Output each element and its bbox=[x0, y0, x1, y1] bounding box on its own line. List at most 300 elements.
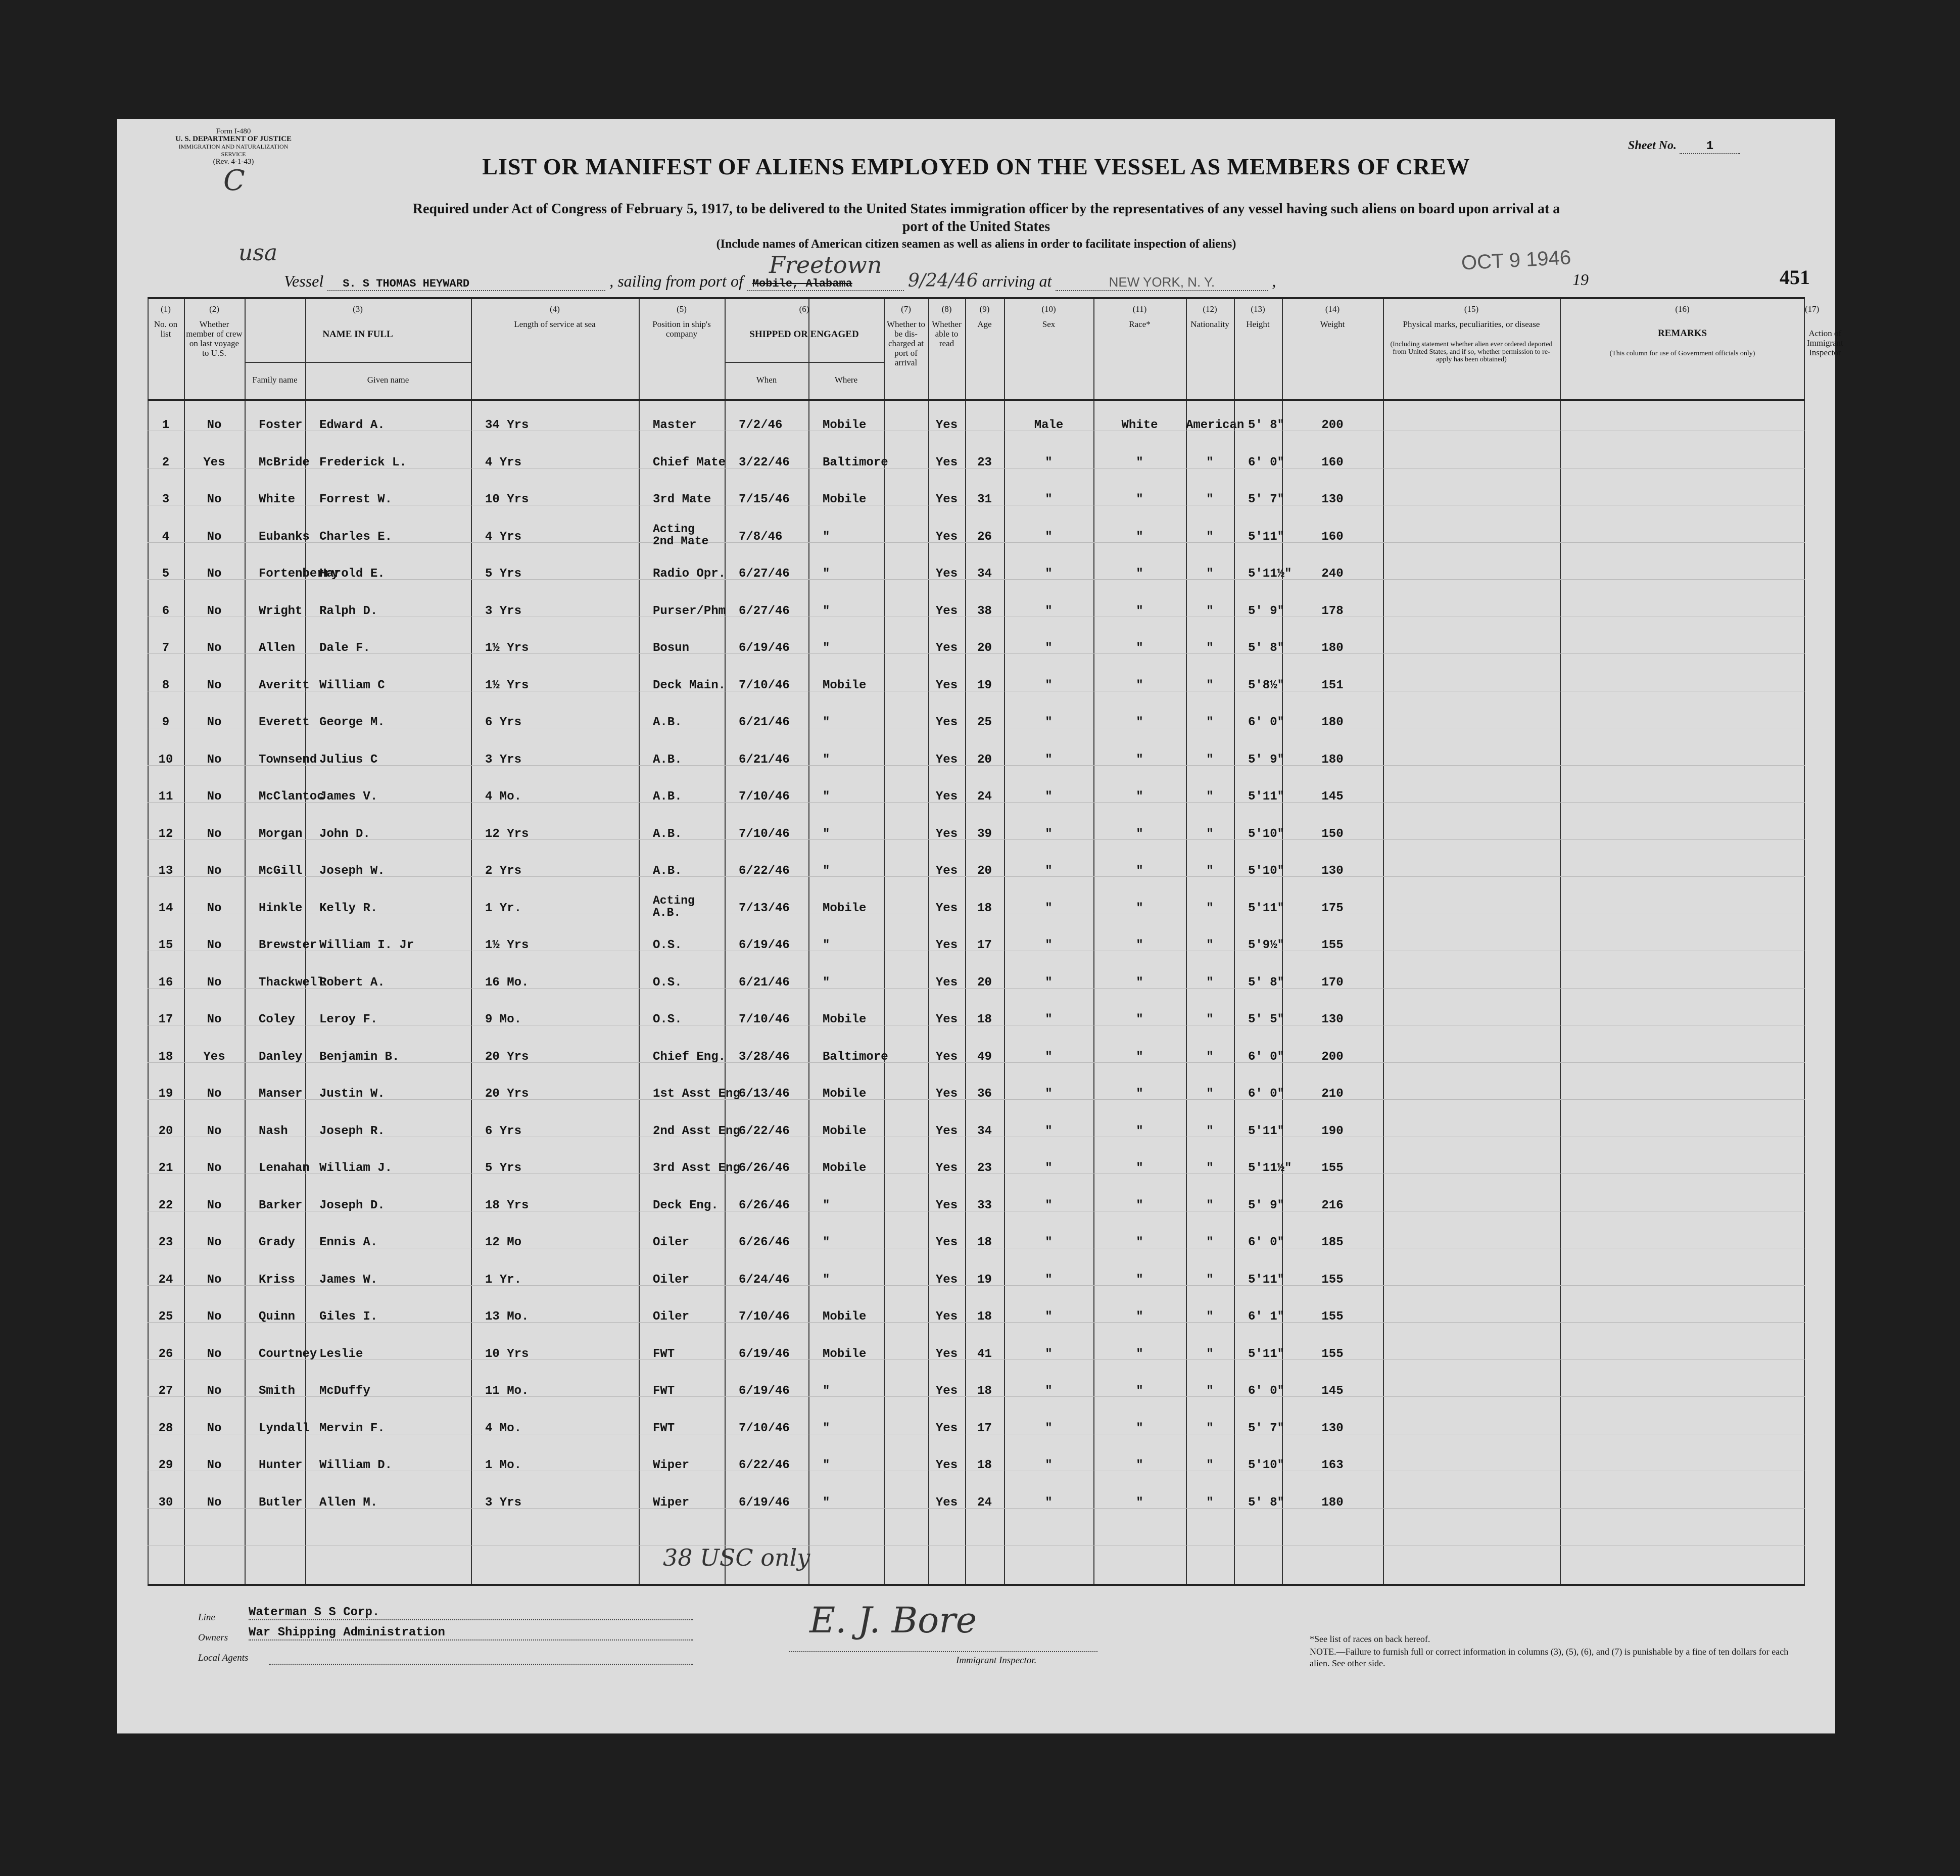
column-subheader: Family name bbox=[252, 375, 298, 385]
cell-family: Smith bbox=[259, 1384, 296, 1398]
owners-label: Owners bbox=[198, 1632, 228, 1643]
table-row bbox=[148, 1229, 1805, 1266]
cell-sex: " bbox=[1045, 1087, 1053, 1101]
cell-where: Mobile bbox=[823, 418, 867, 432]
cell-where: " bbox=[823, 1236, 830, 1249]
cell-age: 18 bbox=[977, 1459, 992, 1472]
cell-nat: " bbox=[1206, 1161, 1214, 1175]
cell-where: " bbox=[823, 1198, 830, 1212]
cell-nat: " bbox=[1206, 1050, 1214, 1064]
table-row bbox=[148, 1266, 1805, 1303]
cell-age: 23 bbox=[977, 1161, 992, 1175]
agents-label: Local Agents bbox=[198, 1653, 249, 1663]
table-row bbox=[148, 746, 1805, 783]
cell-age: 34 bbox=[977, 567, 992, 581]
table-row bbox=[148, 486, 1805, 523]
cell-weight: 130 bbox=[1321, 1013, 1344, 1026]
cell-weight: 180 bbox=[1321, 753, 1344, 767]
cell-position: 3rd Mate bbox=[653, 493, 711, 506]
races-note: *See list of races on back hereof. bbox=[1310, 1634, 1430, 1644]
cell-position: A.B. bbox=[653, 864, 682, 878]
cell-race: " bbox=[1136, 1050, 1143, 1064]
cell-when: 6/26/46 bbox=[739, 1198, 790, 1212]
cell-height: 5' 5" bbox=[1248, 1013, 1285, 1026]
cell-given: Leroy F. bbox=[319, 1013, 378, 1026]
arrival-date-stamp: OCT 9 1946 bbox=[1460, 246, 1572, 274]
cell-when: 6/22/46 bbox=[739, 1124, 790, 1138]
cell-height: 5' 7" bbox=[1248, 1421, 1285, 1435]
cell-race: " bbox=[1136, 939, 1143, 952]
cell-height: 6' 0" bbox=[1248, 1384, 1285, 1398]
cell-race: " bbox=[1136, 716, 1143, 729]
column-number: (8) bbox=[941, 304, 952, 314]
cell-nat: " bbox=[1206, 1273, 1214, 1287]
name-subheader-line bbox=[245, 362, 471, 363]
cell-nat: " bbox=[1206, 975, 1214, 990]
cell-age: 18 bbox=[977, 1236, 992, 1249]
cell-family: Quinn bbox=[259, 1310, 296, 1324]
subtitle-line-3: (Include names of American citizen seamen as well as aliens in order to facilitate inspection of aliens) bbox=[716, 238, 1236, 251]
column-header: Whether member of crew on last voyage to U.S. bbox=[186, 319, 243, 358]
cell-where: " bbox=[823, 716, 830, 729]
cell-position: O.S. bbox=[653, 975, 682, 990]
department: U. S. DEPARTMENT OF JUSTICE bbox=[175, 135, 292, 143]
cell-family: Wright bbox=[259, 604, 303, 618]
cell-position: 3rd Asst Eng bbox=[653, 1161, 740, 1175]
cell-prev: No bbox=[207, 1384, 222, 1398]
cell-where: Mobile bbox=[823, 1347, 867, 1361]
cell-weight: 160 bbox=[1321, 530, 1344, 544]
manifest-sheet bbox=[117, 119, 1843, 1733]
cell-weight: 145 bbox=[1321, 790, 1344, 804]
cell-height: 6' 1" bbox=[1248, 1310, 1285, 1324]
cell-race: " bbox=[1136, 901, 1143, 915]
cell-read: Yes bbox=[935, 1013, 958, 1026]
cell-family: Everett bbox=[259, 716, 310, 729]
cell-service: 1 Yr. bbox=[485, 901, 522, 915]
cell-read: Yes bbox=[935, 1459, 958, 1472]
column-header: Weight bbox=[1320, 319, 1345, 329]
cell-where: " bbox=[823, 864, 830, 878]
cell-age: 19 bbox=[977, 678, 992, 692]
cell-read: Yes bbox=[935, 753, 958, 767]
table-row bbox=[148, 1043, 1805, 1081]
column-number: (5) bbox=[677, 304, 687, 314]
cell-position: Chief Mate bbox=[653, 455, 726, 470]
cell-when: 6/21/46 bbox=[739, 716, 790, 729]
cell-given: John D. bbox=[319, 827, 370, 841]
cell-position: Deck Main. bbox=[653, 678, 726, 692]
cell-no: 9 bbox=[162, 716, 170, 729]
cell-age: 33 bbox=[977, 1198, 992, 1212]
page-number: 451 bbox=[1780, 266, 1810, 289]
owners-value: War Shipping Administration bbox=[249, 1626, 693, 1640]
cell-family: McGill bbox=[259, 864, 303, 878]
cell-weight: 180 bbox=[1321, 641, 1344, 655]
cell-when: 6/24/46 bbox=[739, 1273, 790, 1287]
column-number: (12) bbox=[1203, 304, 1217, 314]
cell-no: 6 bbox=[162, 604, 170, 618]
cell-no: 1 bbox=[162, 418, 170, 432]
table-row bbox=[148, 1340, 1805, 1378]
column-number: (13) bbox=[1251, 304, 1265, 314]
cell-service: 11 Mo. bbox=[485, 1384, 529, 1398]
cell-when: 6/27/46 bbox=[739, 604, 790, 618]
cell-no: 28 bbox=[158, 1421, 173, 1435]
cell-no: 19 bbox=[158, 1087, 173, 1101]
cell-weight: 155 bbox=[1321, 939, 1344, 952]
cell-family: Coley bbox=[259, 1013, 296, 1026]
cell-nat: " bbox=[1206, 1013, 1214, 1026]
cell-when: 6/19/46 bbox=[739, 641, 790, 655]
cell-position: A.B. bbox=[653, 827, 682, 841]
cell-where: " bbox=[823, 1273, 830, 1287]
cell-sex: " bbox=[1045, 1495, 1053, 1510]
cell-service: 9 Mo. bbox=[485, 1013, 522, 1026]
cell-weight: 145 bbox=[1321, 1384, 1344, 1398]
cell-prev: No bbox=[207, 790, 222, 804]
cell-given: Julius C bbox=[319, 753, 378, 767]
cell-weight: 130 bbox=[1321, 1421, 1344, 1435]
cell-prev: No bbox=[207, 530, 222, 544]
cell-height: 6' 0" bbox=[1248, 1236, 1285, 1249]
cell-family: Thackwell bbox=[259, 975, 324, 990]
cell-nat: " bbox=[1206, 1421, 1214, 1435]
cell-height: 5'11" bbox=[1248, 790, 1285, 804]
cell-where: " bbox=[823, 530, 830, 544]
cell-race: " bbox=[1136, 1013, 1143, 1026]
cell-sex: " bbox=[1045, 901, 1053, 915]
cell-family: Hinkle bbox=[259, 901, 303, 915]
cell-read: Yes bbox=[935, 1087, 958, 1101]
sheet-number-block bbox=[1628, 139, 1740, 154]
cell-race: " bbox=[1136, 641, 1143, 655]
cell-nat: " bbox=[1206, 1087, 1214, 1101]
cell-age: 18 bbox=[977, 1310, 992, 1324]
cell-when: 7/2/46 bbox=[739, 418, 783, 432]
cell-family: White bbox=[259, 493, 296, 506]
cell-service: 1½ Yrs bbox=[485, 641, 529, 655]
cell-no: 26 bbox=[158, 1347, 173, 1361]
column-number: (17) bbox=[1805, 304, 1820, 314]
cell-service: 1½ Yrs bbox=[485, 939, 529, 952]
column-number: (16) bbox=[1675, 304, 1690, 314]
form-number: Form I-480 bbox=[216, 127, 251, 135]
cell-weight: 170 bbox=[1321, 975, 1344, 990]
cell-service: 20 Yrs bbox=[485, 1050, 529, 1064]
cell-no: 24 bbox=[158, 1273, 173, 1287]
cell-given: Harold E. bbox=[319, 567, 385, 581]
cell-nat: " bbox=[1206, 753, 1214, 767]
cell-no: 25 bbox=[158, 1310, 173, 1324]
cell-prev: No bbox=[207, 1273, 222, 1287]
cell-no: 12 bbox=[158, 827, 173, 841]
cell-service: 1½ Yrs bbox=[485, 678, 529, 692]
cell-height: 5'11" bbox=[1248, 901, 1285, 915]
cell-height: 5' 8" bbox=[1248, 975, 1285, 990]
cell-race: " bbox=[1136, 678, 1143, 692]
cell-family: Morgan bbox=[259, 827, 303, 841]
cell-service: 3 Yrs bbox=[485, 604, 522, 618]
cell-age: 24 bbox=[977, 1495, 992, 1510]
cell-given: Robert A. bbox=[319, 975, 385, 990]
cell-read: Yes bbox=[935, 1161, 958, 1175]
cell-given: Allen M. bbox=[319, 1495, 378, 1510]
cell-service: 4 Mo. bbox=[485, 1421, 522, 1435]
cell-prev: No bbox=[207, 716, 222, 729]
cell-given: Joseph R. bbox=[319, 1124, 385, 1138]
cell-no: 30 bbox=[158, 1495, 173, 1510]
cell-given: Benjamin B. bbox=[319, 1050, 400, 1064]
cell-prev: No bbox=[207, 1459, 222, 1472]
cell-when: 7/8/46 bbox=[739, 530, 783, 544]
cell-race: " bbox=[1136, 1310, 1143, 1324]
cell-position: Wiper bbox=[653, 1495, 690, 1510]
cell-when: 6/19/46 bbox=[739, 1495, 790, 1510]
column-number: (7) bbox=[901, 304, 911, 314]
cell-position: A.B. bbox=[653, 753, 682, 767]
cell-height: 6' 0" bbox=[1248, 716, 1285, 729]
cell-family: Brewster bbox=[259, 939, 317, 952]
cell-where: " bbox=[823, 939, 830, 952]
cell-read: Yes bbox=[935, 1198, 958, 1212]
cell-prev: No bbox=[207, 604, 222, 618]
cell-height: 5' 8" bbox=[1248, 418, 1285, 432]
table-row bbox=[148, 1154, 1805, 1192]
cell-given: Kelly R. bbox=[319, 901, 378, 915]
cell-weight: 240 bbox=[1321, 567, 1344, 581]
cell-service: 12 Yrs bbox=[485, 827, 529, 841]
cell-sex: " bbox=[1045, 1198, 1053, 1212]
handwritten-count-note: 38 USC only bbox=[663, 1544, 810, 1571]
cell-given: Charles E. bbox=[319, 530, 393, 544]
cell-family: Hunter bbox=[259, 1459, 303, 1472]
cell-when: 6/21/46 bbox=[739, 753, 790, 767]
cell-where: " bbox=[823, 790, 830, 804]
cell-race: " bbox=[1136, 1087, 1143, 1101]
cell-read: Yes bbox=[935, 1236, 958, 1249]
inspector-label: Immigrant Inspector. bbox=[956, 1655, 1037, 1666]
cell-height: 5' 9" bbox=[1248, 604, 1285, 618]
cell-given: McDuffy bbox=[319, 1384, 370, 1398]
cell-prev: No bbox=[207, 975, 222, 990]
service-name: IMMIGRATION AND NATURALIZATION SERVICE bbox=[178, 143, 289, 158]
table-row bbox=[148, 931, 1805, 969]
cell-height: 5' 9" bbox=[1248, 753, 1285, 767]
cell-position: FWT bbox=[653, 1384, 675, 1398]
table-row bbox=[148, 783, 1805, 820]
cell-prev: No bbox=[207, 1124, 222, 1138]
cell-where: " bbox=[823, 1495, 830, 1510]
sailing-label: , sailing from port of bbox=[609, 272, 743, 290]
column-number: (1) bbox=[161, 304, 171, 314]
column-number: (2) bbox=[209, 304, 219, 314]
cell-nat: " bbox=[1206, 1236, 1214, 1249]
cell-race: " bbox=[1136, 604, 1143, 618]
cell-no: 4 bbox=[162, 530, 170, 544]
cell-family: Allen bbox=[259, 641, 296, 655]
cell-weight: 155 bbox=[1321, 1310, 1344, 1324]
cell-read: Yes bbox=[935, 567, 958, 581]
sailing-port-handwritten: Freetown bbox=[769, 251, 882, 278]
cell-sex: " bbox=[1045, 1161, 1053, 1175]
cell-family: Nash bbox=[259, 1124, 288, 1138]
cell-race: " bbox=[1136, 753, 1143, 767]
cell-where: " bbox=[823, 1384, 830, 1398]
cell-weight: 130 bbox=[1321, 493, 1344, 506]
cell-service: 5 Yrs bbox=[485, 1161, 522, 1175]
cell-nat: " bbox=[1206, 1310, 1214, 1324]
cell-sex: " bbox=[1045, 604, 1053, 618]
cell-weight: 155 bbox=[1321, 1161, 1344, 1175]
cell-service: 18 Yrs bbox=[485, 1198, 529, 1212]
sheet-number: 1 bbox=[1680, 139, 1740, 154]
form-revision: (Rev. 4-1-43) bbox=[213, 158, 254, 166]
column-header: REMARKS bbox=[1657, 328, 1707, 339]
subtitle-line-1: Required under Act of Congress of February 5, 1917, to be delivered to the United States immigration officer by the representatives of any vessel having such aliens on board upon arrival at a bbox=[412, 201, 1560, 217]
cell-position: O.S. bbox=[653, 1013, 682, 1026]
cell-race: " bbox=[1136, 1273, 1143, 1287]
cell-no: 29 bbox=[158, 1459, 173, 1472]
column-subheader: When bbox=[756, 375, 777, 385]
column-header: Height bbox=[1246, 319, 1270, 329]
cell-read: Yes bbox=[935, 1495, 958, 1510]
cell-sex: " bbox=[1045, 1273, 1053, 1287]
cell-prev: No bbox=[207, 1087, 222, 1101]
cell-height: 5' 8" bbox=[1248, 1495, 1285, 1510]
cell-age: 41 bbox=[977, 1347, 992, 1361]
cell-sex: " bbox=[1045, 1459, 1053, 1472]
arriving-port: NEW YORK, N. Y. bbox=[1056, 274, 1268, 291]
cell-where: Baltimore bbox=[823, 455, 888, 470]
cell-prev: No bbox=[207, 827, 222, 841]
cell-service: 2 Yrs bbox=[485, 864, 522, 878]
cell-nat: " bbox=[1206, 901, 1214, 915]
column-header: NAME IN FULL bbox=[322, 329, 393, 340]
cell-when: 6/13/46 bbox=[739, 1087, 790, 1101]
column-header: Sex bbox=[1042, 319, 1056, 329]
cell-where: Mobile bbox=[823, 1161, 867, 1175]
column-header: Age bbox=[977, 319, 992, 329]
column-subheader: Where bbox=[834, 375, 858, 385]
cell-weight: 150 bbox=[1321, 827, 1344, 841]
cell-weight: 185 bbox=[1321, 1236, 1344, 1249]
cell-weight: 200 bbox=[1321, 418, 1344, 432]
cell-where: " bbox=[823, 641, 830, 655]
cell-family: Lyndall bbox=[259, 1421, 310, 1435]
cell-read: Yes bbox=[935, 716, 958, 729]
cell-height: 5'8½" bbox=[1248, 678, 1285, 692]
cell-family: Foster bbox=[259, 418, 303, 432]
cell-when: 3/28/46 bbox=[739, 1050, 790, 1064]
cell-prev: No bbox=[207, 678, 222, 692]
cell-age: 24 bbox=[977, 790, 992, 804]
cell-read: Yes bbox=[935, 604, 958, 618]
year-label: 19 bbox=[1572, 270, 1589, 289]
table-row bbox=[148, 1451, 1805, 1489]
cell-nat: " bbox=[1206, 641, 1214, 655]
column-number: (4) bbox=[550, 304, 560, 314]
cell-prev: No bbox=[207, 493, 222, 506]
cell-age: 17 bbox=[977, 1421, 992, 1435]
cell-position: Master bbox=[653, 418, 697, 432]
table-row bbox=[148, 857, 1805, 895]
remarks-note: (Including statement whether alien ever ordered deported from United States, and if so, whether permission to re-apply has been obtained) bbox=[1390, 341, 1553, 363]
cell-age: 26 bbox=[977, 530, 992, 544]
cell-position: FWT bbox=[653, 1421, 675, 1435]
table-row bbox=[148, 969, 1805, 1006]
cell-weight: 130 bbox=[1321, 864, 1344, 878]
cell-height: 5' 7" bbox=[1248, 493, 1285, 506]
cell-sex: " bbox=[1045, 939, 1053, 952]
cell-race: " bbox=[1136, 1421, 1143, 1435]
cell-where: Mobile bbox=[823, 1310, 867, 1324]
cell-when: 6/21/46 bbox=[739, 975, 790, 990]
cell-service: 20 Yrs bbox=[485, 1087, 529, 1101]
column-header: Nationality bbox=[1190, 319, 1229, 329]
line-value: Waterman S S Corp. bbox=[249, 1606, 693, 1620]
cell-position: 1st Asst Eng bbox=[653, 1087, 740, 1101]
cell-position: Purser/Phm bbox=[653, 604, 726, 618]
cell-nat: " bbox=[1206, 790, 1214, 804]
cell-nat: " bbox=[1206, 530, 1214, 544]
cell-family: Townsend bbox=[259, 753, 317, 767]
cell-when: 7/10/46 bbox=[739, 790, 790, 804]
cell-family: Butler bbox=[259, 1495, 303, 1510]
cell-where: " bbox=[823, 1459, 830, 1472]
cell-family: Kriss bbox=[259, 1273, 296, 1287]
cell-weight: 216 bbox=[1321, 1198, 1344, 1212]
cell-race: " bbox=[1136, 1236, 1143, 1249]
table-row bbox=[148, 560, 1805, 597]
cell-read: Yes bbox=[935, 1310, 958, 1324]
cell-read: Yes bbox=[935, 864, 958, 878]
vessel-line: Vessel S. S THOMAS HEYWARD , sailing from port of Mobile, Alabama 9/24/46 arriving at NEW YORK, N. Y. , bbox=[284, 270, 1276, 291]
column-header: Race* bbox=[1129, 319, 1151, 329]
cell-weight: 178 bbox=[1321, 604, 1344, 618]
cell-age: 20 bbox=[977, 975, 992, 990]
cell-race: " bbox=[1136, 827, 1143, 841]
table-row bbox=[148, 1489, 1805, 1526]
cell-position: Oiler bbox=[653, 1236, 690, 1249]
cell-nat: " bbox=[1206, 678, 1214, 692]
cell-age: 20 bbox=[977, 753, 992, 767]
cell-service: 12 Mo bbox=[485, 1236, 522, 1249]
cell-read: Yes bbox=[935, 1347, 958, 1361]
cell-prev: No bbox=[207, 1421, 222, 1435]
cell-when: 7/10/46 bbox=[739, 1013, 790, 1026]
cell-no: 13 bbox=[158, 864, 173, 878]
cell-service: 5 Yrs bbox=[485, 567, 522, 581]
column-number: (11) bbox=[1132, 304, 1147, 314]
cell-position: Oiler bbox=[653, 1310, 690, 1324]
cell-race: " bbox=[1136, 790, 1143, 804]
cell-when: 6/26/46 bbox=[739, 1161, 790, 1175]
cell-read: Yes bbox=[935, 1124, 958, 1138]
cell-sex: Male bbox=[1034, 418, 1064, 432]
cell-given: William I. Jr bbox=[319, 939, 414, 952]
cell-sex: " bbox=[1045, 1421, 1053, 1435]
cell-age: 49 bbox=[977, 1050, 992, 1064]
cell-weight: 180 bbox=[1321, 1495, 1344, 1510]
column-number: (9) bbox=[979, 304, 990, 314]
cell-height: 5'10" bbox=[1248, 1459, 1285, 1472]
cell-race: " bbox=[1136, 975, 1143, 990]
cell-height: 5' 9" bbox=[1248, 1198, 1285, 1212]
cell-where: Mobile bbox=[823, 1124, 867, 1138]
cell-height: 5'11½" bbox=[1248, 1161, 1292, 1175]
cell-race: " bbox=[1136, 1384, 1143, 1398]
